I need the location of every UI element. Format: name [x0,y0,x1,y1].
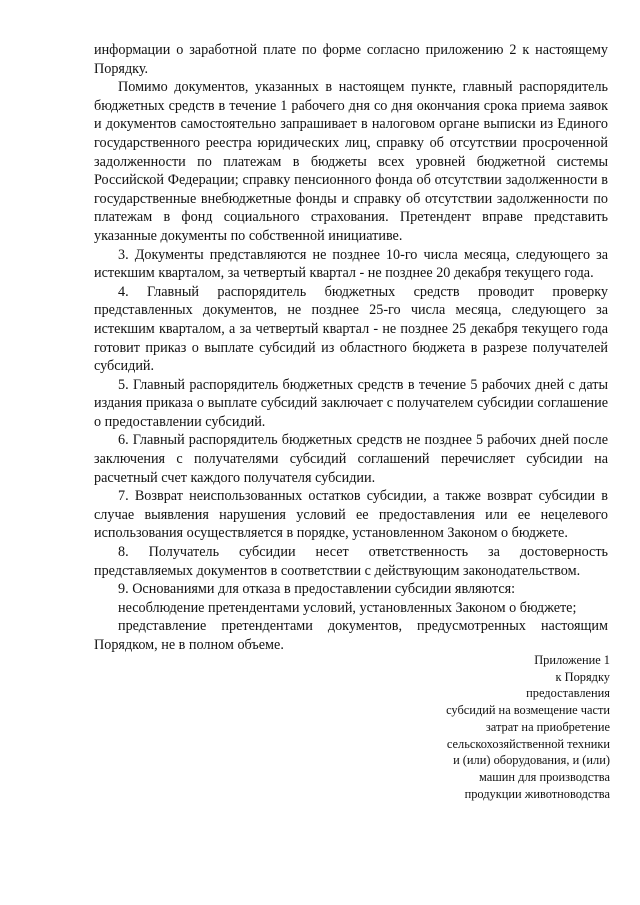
appendix-line: машин для производства [479,769,610,784]
paragraph-5-agreement: 5. Главный распорядитель бюджетных средств в течение 5 рабочих дней с даты издания приказа о выплате субсидий заключает с получателем субсидии соглашение о предоставлении субсидий. [94,376,608,430]
paragraph-9-grounds: 9. Основаниями для отказа в предоставлении субсидии являются: [118,581,516,598]
appendix-line: сельскохозяйственной техники [446,736,610,751]
appendix-line: Приложение 1 [534,653,610,667]
appendix-line: предоставления [526,686,610,701]
appendix-line: к Порядку [555,669,610,684]
paragraph-continuation: информации о заработной плате по форме согласно приложению 2 к настоящему Порядку. [94,42,608,77]
paragraph-ground-1: несоблюдение претендентами условий, установленных Законом о бюджете; [118,599,577,616]
appendix-line: и (или) оборудования, и (или) [453,753,610,768]
appendix-line: продукции животноводства [464,786,610,801]
document-body [94,41,608,655]
paragraph-7-refund: 7. Возврат неиспользованных остатков субсидии, а также возврат субсидии в случае выявления нарушения условий ее предоставления или ее нецелевого использования осуществляется в порядке, установленном Законом о бюджете. [94,488,608,542]
paragraph-4-review: 4. Главный распорядитель бюджетных средств проводит проверку представленных документов, не позднее 25-го числа месяца, следующего за истекшим кварталом, а за четвертый квартал - не позднее 25 декабря текущего года готовит приказ о выплате субсидий из областного бюджета в разрезе получателей субсидий. [94,283,608,375]
appendix-line: субсидий на возмещение части [446,703,610,718]
paragraph-ground-2: представление претендентами документов, предусмотренных настоящим Порядком, не в полном объеме. [94,618,608,653]
paragraph-3-deadline: 3. Документы представляются не позднее 10-го числа месяца, следующего за истекшим кварталом, за четвертый квартал - не позднее 20 декабря текущего года. [94,246,608,282]
paragraph-8-responsibility: 8. Получатель субсидии несет ответственность за достоверность представляемых документов в соответствии с действующим законодательством. [94,544,608,579]
paragraph-additional-documents: Помимо документов, указанных в настоящем пункте, главный распорядитель бюджетных средств в течение 1 рабочего дня со дня окончания срока приема заявок и документов самостоятельно запрашивает в налоговом органе выписки из Единого государственного реестра юридических лиц, справку об отсутствии просроченной задолженности по платежам в бюджеты всех уровней бюджетной системы Российской Федерации; справку пенсионного фонда об отсутствии задолженности в государственные внебюджетные фонды и справку об отсутствии задолженности по платежам в фонд социального страхования. Претендент вправе представить указанные документы по собственной инициативе. [94,79,608,244]
appendix-line: затрат на приобретение [485,719,610,734]
appendix-header [350,652,610,802]
paragraph-6-transfer: 6. Главный распорядитель бюджетных средств не позднее 5 рабочих дней после заключения с получателями субсидий соглашений перечисляет субсидии на расчетный счет каждого получателя субсидии. [94,432,608,486]
